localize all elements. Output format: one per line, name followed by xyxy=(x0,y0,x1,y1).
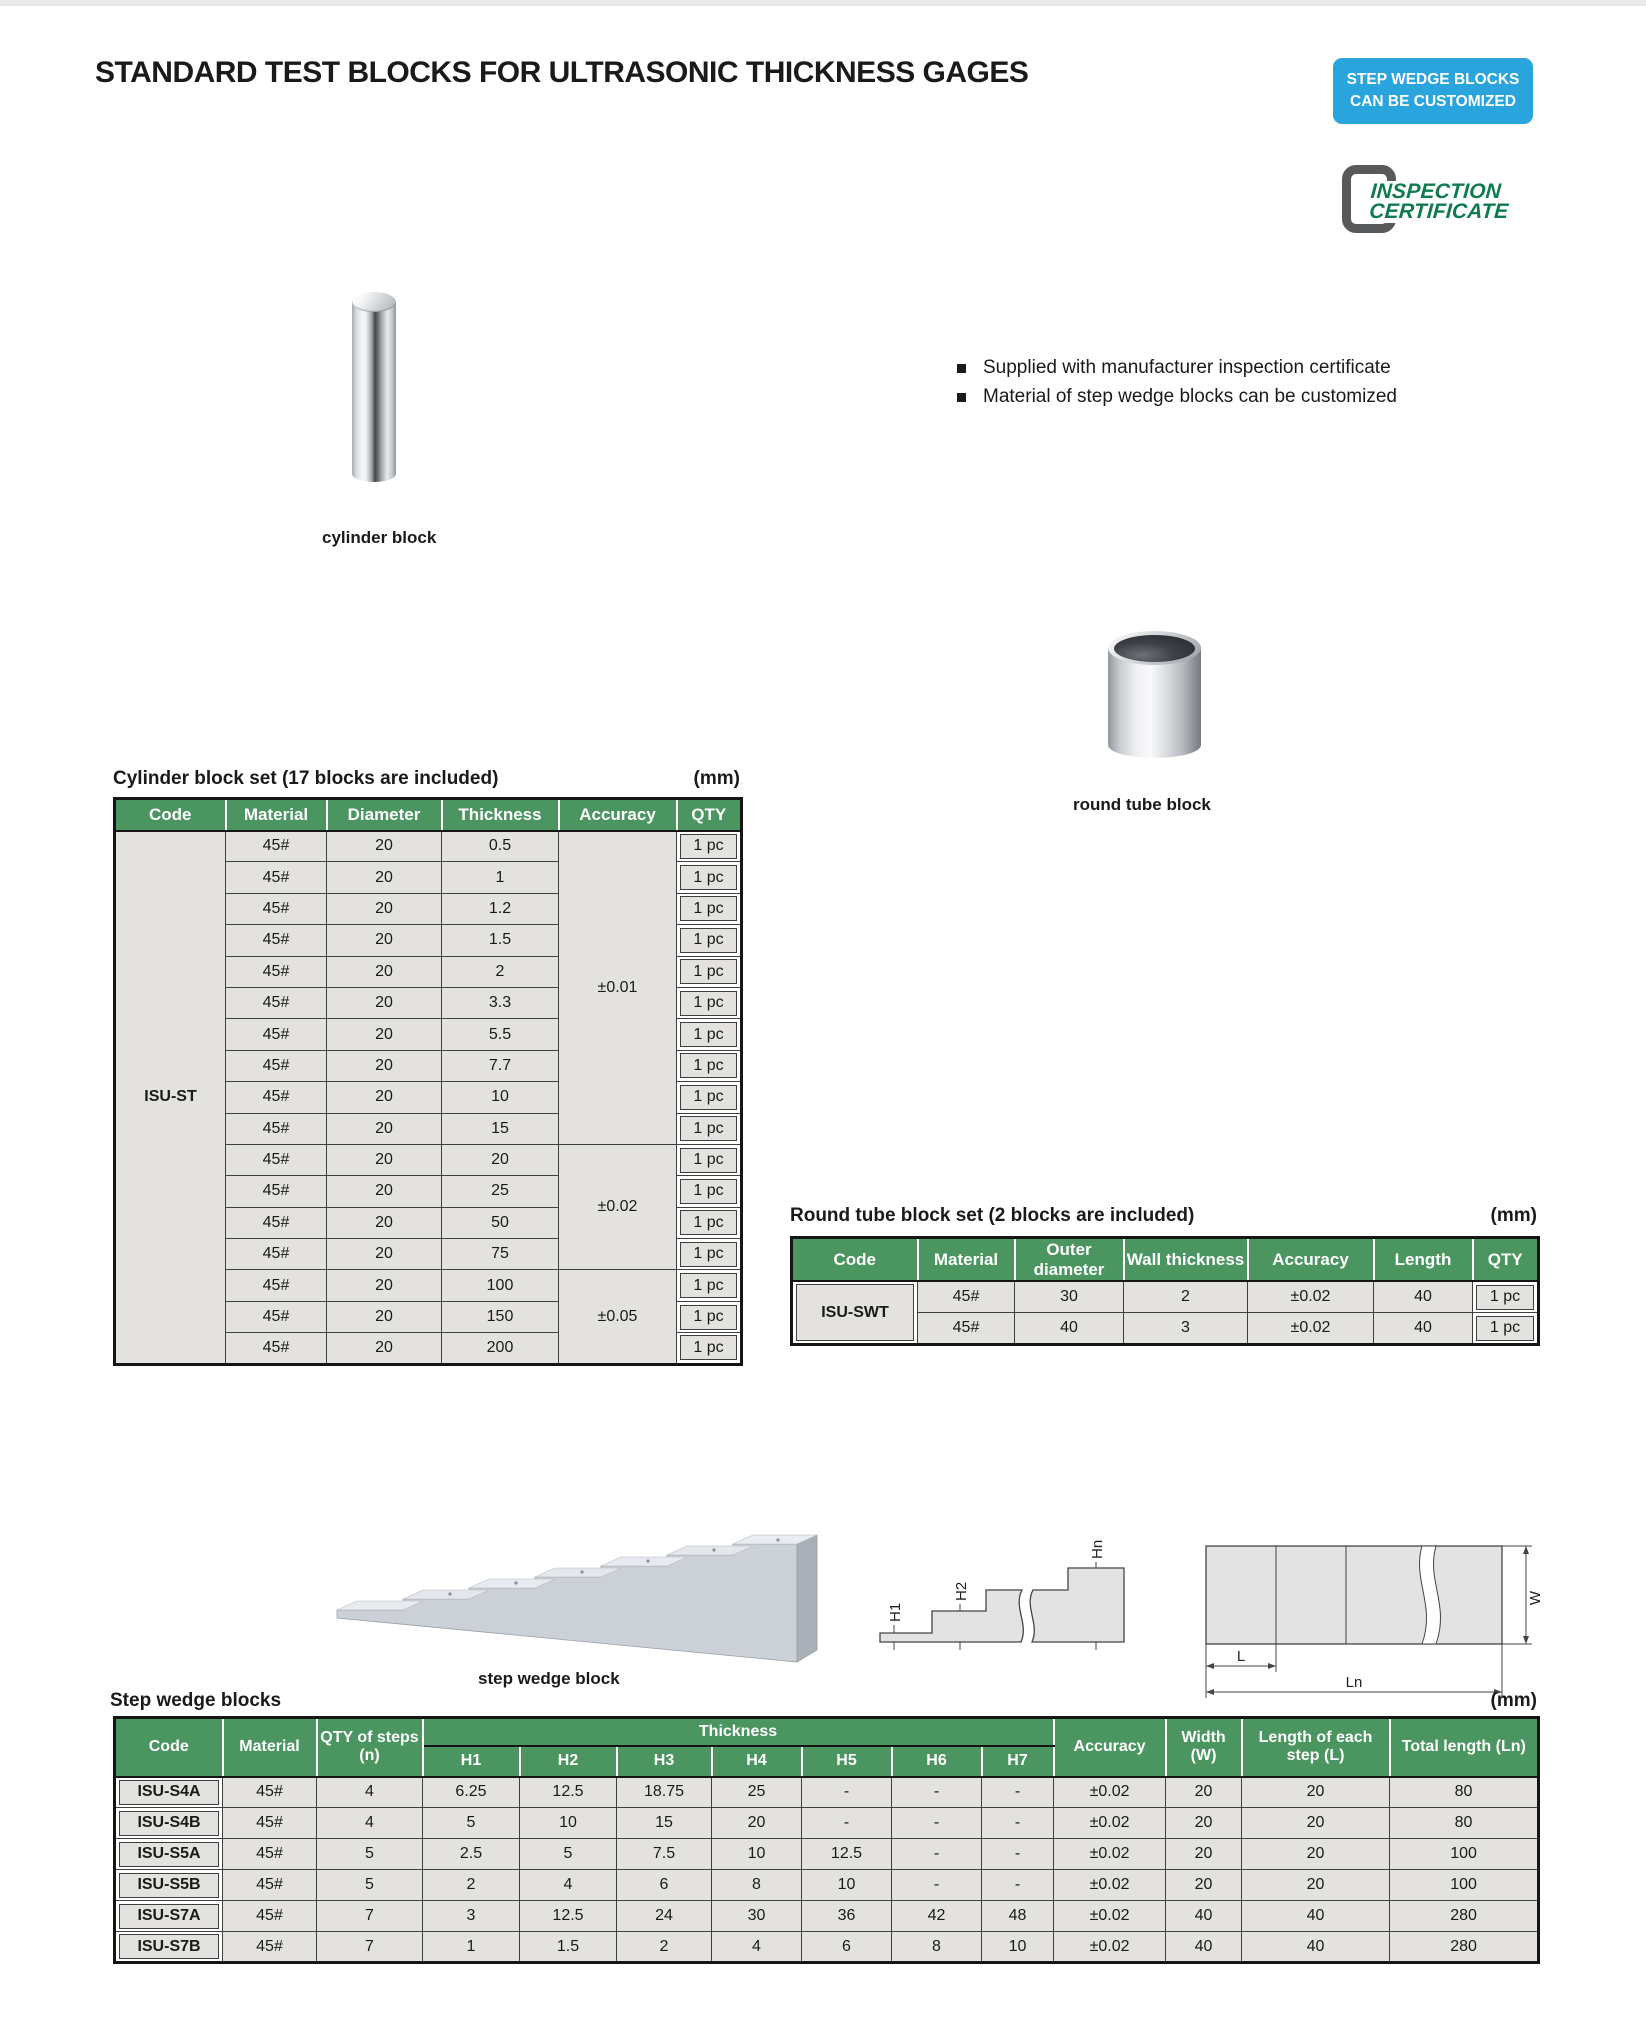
table-row: 45# 20 75 1 pc xyxy=(115,1239,742,1270)
col-header: Code xyxy=(115,799,226,831)
square-bullet-icon xyxy=(957,393,966,402)
page-edge-strip xyxy=(0,0,1646,6)
step-table-heading xyxy=(110,1690,1537,1712)
col-header: H6 xyxy=(892,1746,982,1777)
col-header: QTY xyxy=(677,799,742,831)
round-tube-table-title: Round tube block set (2 blocks are included) xyxy=(790,1205,1195,1226)
step-wedge-block-photo xyxy=(325,1500,830,1670)
col-header: Wall thickness xyxy=(1124,1238,1248,1282)
col-header: H3 xyxy=(617,1746,712,1777)
table-row: 45# 20 1.5 1 pc xyxy=(115,925,742,956)
accuracy-cell: ±0.01 xyxy=(559,831,677,1145)
dim-label-hn: Hn xyxy=(1089,1539,1106,1559)
dim-label-h2: H2 xyxy=(953,1581,970,1601)
feature-bullets xyxy=(957,357,1397,415)
cert-line2: CERTIFICATE xyxy=(1368,199,1510,223)
step-topview-diagram xyxy=(1200,1540,1545,1702)
table-row: 45# 20 3.3 1 pc xyxy=(115,987,742,1018)
code-cell: ISU-S5B xyxy=(115,1870,223,1901)
step-wedge-table xyxy=(113,1716,1540,1964)
col-header: Thickness xyxy=(442,799,559,831)
dim-label-w: W xyxy=(1527,1590,1544,1606)
table-row: 45# 20 7.7 1 pc xyxy=(115,1050,742,1081)
table-row: 45# 20 20 ±0.02 1 pc xyxy=(115,1144,742,1175)
col-header: H5 xyxy=(802,1746,892,1777)
cert-line1: INSPECTION xyxy=(1369,180,1502,203)
table-row: ISU-S5A 45# 5 2.5 5 7.5 10 12.5 - - ±0.02 20 20 100 xyxy=(115,1839,1539,1870)
col-header: QTY xyxy=(1473,1238,1539,1282)
code-cell: ISU-S7B xyxy=(115,1932,223,1963)
table-row: 45# 20 50 1 pc xyxy=(115,1207,742,1238)
page-title: STANDARD TEST BLOCKS FOR ULTRASONIC THICKNESS GAGES xyxy=(95,56,1029,89)
step-table-title: Step wedge blocks xyxy=(110,1690,282,1711)
table-row: ISU-S4B 45# 4 5 10 15 20 - - - ±0.02 20 20 80 xyxy=(115,1808,1539,1839)
code-cell: ISU-S4B xyxy=(115,1808,223,1839)
inspection-certificate-logo xyxy=(1342,163,1552,239)
accuracy-cell: ±0.05 xyxy=(559,1270,677,1364)
table-row: 45# 40 3 ±0.02 40 1 pc xyxy=(792,1313,1539,1345)
table-row: 45# 20 10 1 pc xyxy=(115,1082,742,1113)
table-row: 45# 20 1.2 1 pc xyxy=(115,893,742,924)
table-row: 45# 20 100 ±0.05 1 pc xyxy=(115,1270,742,1301)
col-header: Material xyxy=(223,1718,317,1777)
table-row: ISU-S7B 45# 7 1 1.5 2 4 6 8 10 ±0.02 40 40 280 xyxy=(115,1932,1539,1963)
bullet-item: Supplied with manufacturer inspection certificate xyxy=(957,357,1397,379)
table-row: ISU-ST 45# 20 0.5 ±0.01 1 pc xyxy=(115,831,742,862)
table-row: 45# 20 150 1 pc xyxy=(115,1301,742,1332)
col-header: H7 xyxy=(982,1746,1054,1777)
dim-label-ln: Ln xyxy=(1345,1674,1363,1691)
code-cell: ISU-SWT xyxy=(792,1281,918,1345)
col-header: H1 xyxy=(423,1746,520,1777)
col-header: Accuracy xyxy=(1054,1718,1166,1777)
bullet-item: Material of step wedge blocks can be customized xyxy=(957,386,1397,408)
table-row: ISU-S7A 45# 7 3 12.5 24 30 36 42 48 ±0.02 40 40 280 xyxy=(115,1901,1539,1932)
code-cell: ISU-S7A xyxy=(115,1901,223,1932)
step-wedge-block-label: step wedge block xyxy=(478,1669,620,1688)
col-header: H2 xyxy=(520,1746,617,1777)
badge-line1: STEP WEDGE BLOCKS xyxy=(1346,70,1520,88)
unit-label: (mm) xyxy=(693,768,740,789)
col-group-header: Thickness xyxy=(423,1718,1054,1746)
col-header: H4 xyxy=(712,1746,802,1777)
unit-label: (mm) xyxy=(1490,1205,1537,1226)
unit-label: (mm) xyxy=(1490,1690,1537,1711)
dim-label-h1: H1 xyxy=(887,1602,904,1622)
col-header: Length xyxy=(1374,1238,1473,1282)
col-header: Total length (Ln) xyxy=(1390,1718,1539,1777)
col-header: Code xyxy=(792,1238,918,1282)
round-tube-block-photo xyxy=(1108,631,1201,758)
table-row: 45# 20 5.5 1 pc xyxy=(115,1019,742,1050)
col-header: Width (W) xyxy=(1166,1718,1242,1777)
code-cell: ISU-S5A xyxy=(115,1839,223,1870)
col-header: Code xyxy=(115,1718,223,1777)
col-header: Accuracy xyxy=(559,799,677,831)
table-row: 45# 20 2 1 pc xyxy=(115,956,742,987)
col-header: Outer diameter xyxy=(1015,1238,1124,1282)
col-header: Material xyxy=(226,799,327,831)
table-row: ISU-SWT 45# 30 2 ±0.02 40 1 pc xyxy=(792,1281,1539,1313)
round-tube-block-table xyxy=(790,1236,1540,1346)
table-row: 45# 20 200 1 pc xyxy=(115,1333,742,1364)
col-header: Length of each step (L) xyxy=(1242,1718,1390,1777)
customization-badge xyxy=(1333,58,1533,124)
badge-line2: CAN BE CUSTOMIZED xyxy=(1350,93,1516,110)
square-bullet-icon xyxy=(957,364,966,373)
step-profile-diagram xyxy=(872,1538,1172,1678)
code-cell: ISU-ST xyxy=(115,831,226,1365)
col-header: Diameter xyxy=(327,799,442,831)
table-row: ISU-S4A 45# 4 6.25 12.5 18.75 25 - - - ±0.02 20 20 80 xyxy=(115,1777,1539,1808)
cylinder-block-label: cylinder block xyxy=(322,528,437,547)
round-tube-block-label: round tube block xyxy=(1073,795,1211,814)
table-row: 45# 20 1 1 pc xyxy=(115,862,742,893)
col-header: QTY of steps (n) xyxy=(317,1718,423,1777)
round-tube-table-heading xyxy=(790,1205,1537,1227)
code-cell: ISU-S4A xyxy=(115,1777,223,1808)
table-row: 45# 20 25 1 pc xyxy=(115,1176,742,1207)
dim-label-l: L xyxy=(1236,1648,1246,1665)
cylinder-table-heading xyxy=(113,768,740,790)
table-row: 45# 20 15 1 pc xyxy=(115,1113,742,1144)
col-header: Accuracy xyxy=(1248,1238,1374,1282)
table-row: ISU-S5B 45# 5 2 4 6 8 10 - - ±0.02 20 20 100 xyxy=(115,1870,1539,1901)
cylinder-block-table xyxy=(113,797,743,1366)
cylinder-table-title: Cylinder block set (17 blocks are included) xyxy=(113,768,499,789)
cylinder-block-photo xyxy=(352,292,396,484)
accuracy-cell: ±0.02 xyxy=(559,1144,677,1270)
col-header: Material xyxy=(918,1238,1015,1282)
